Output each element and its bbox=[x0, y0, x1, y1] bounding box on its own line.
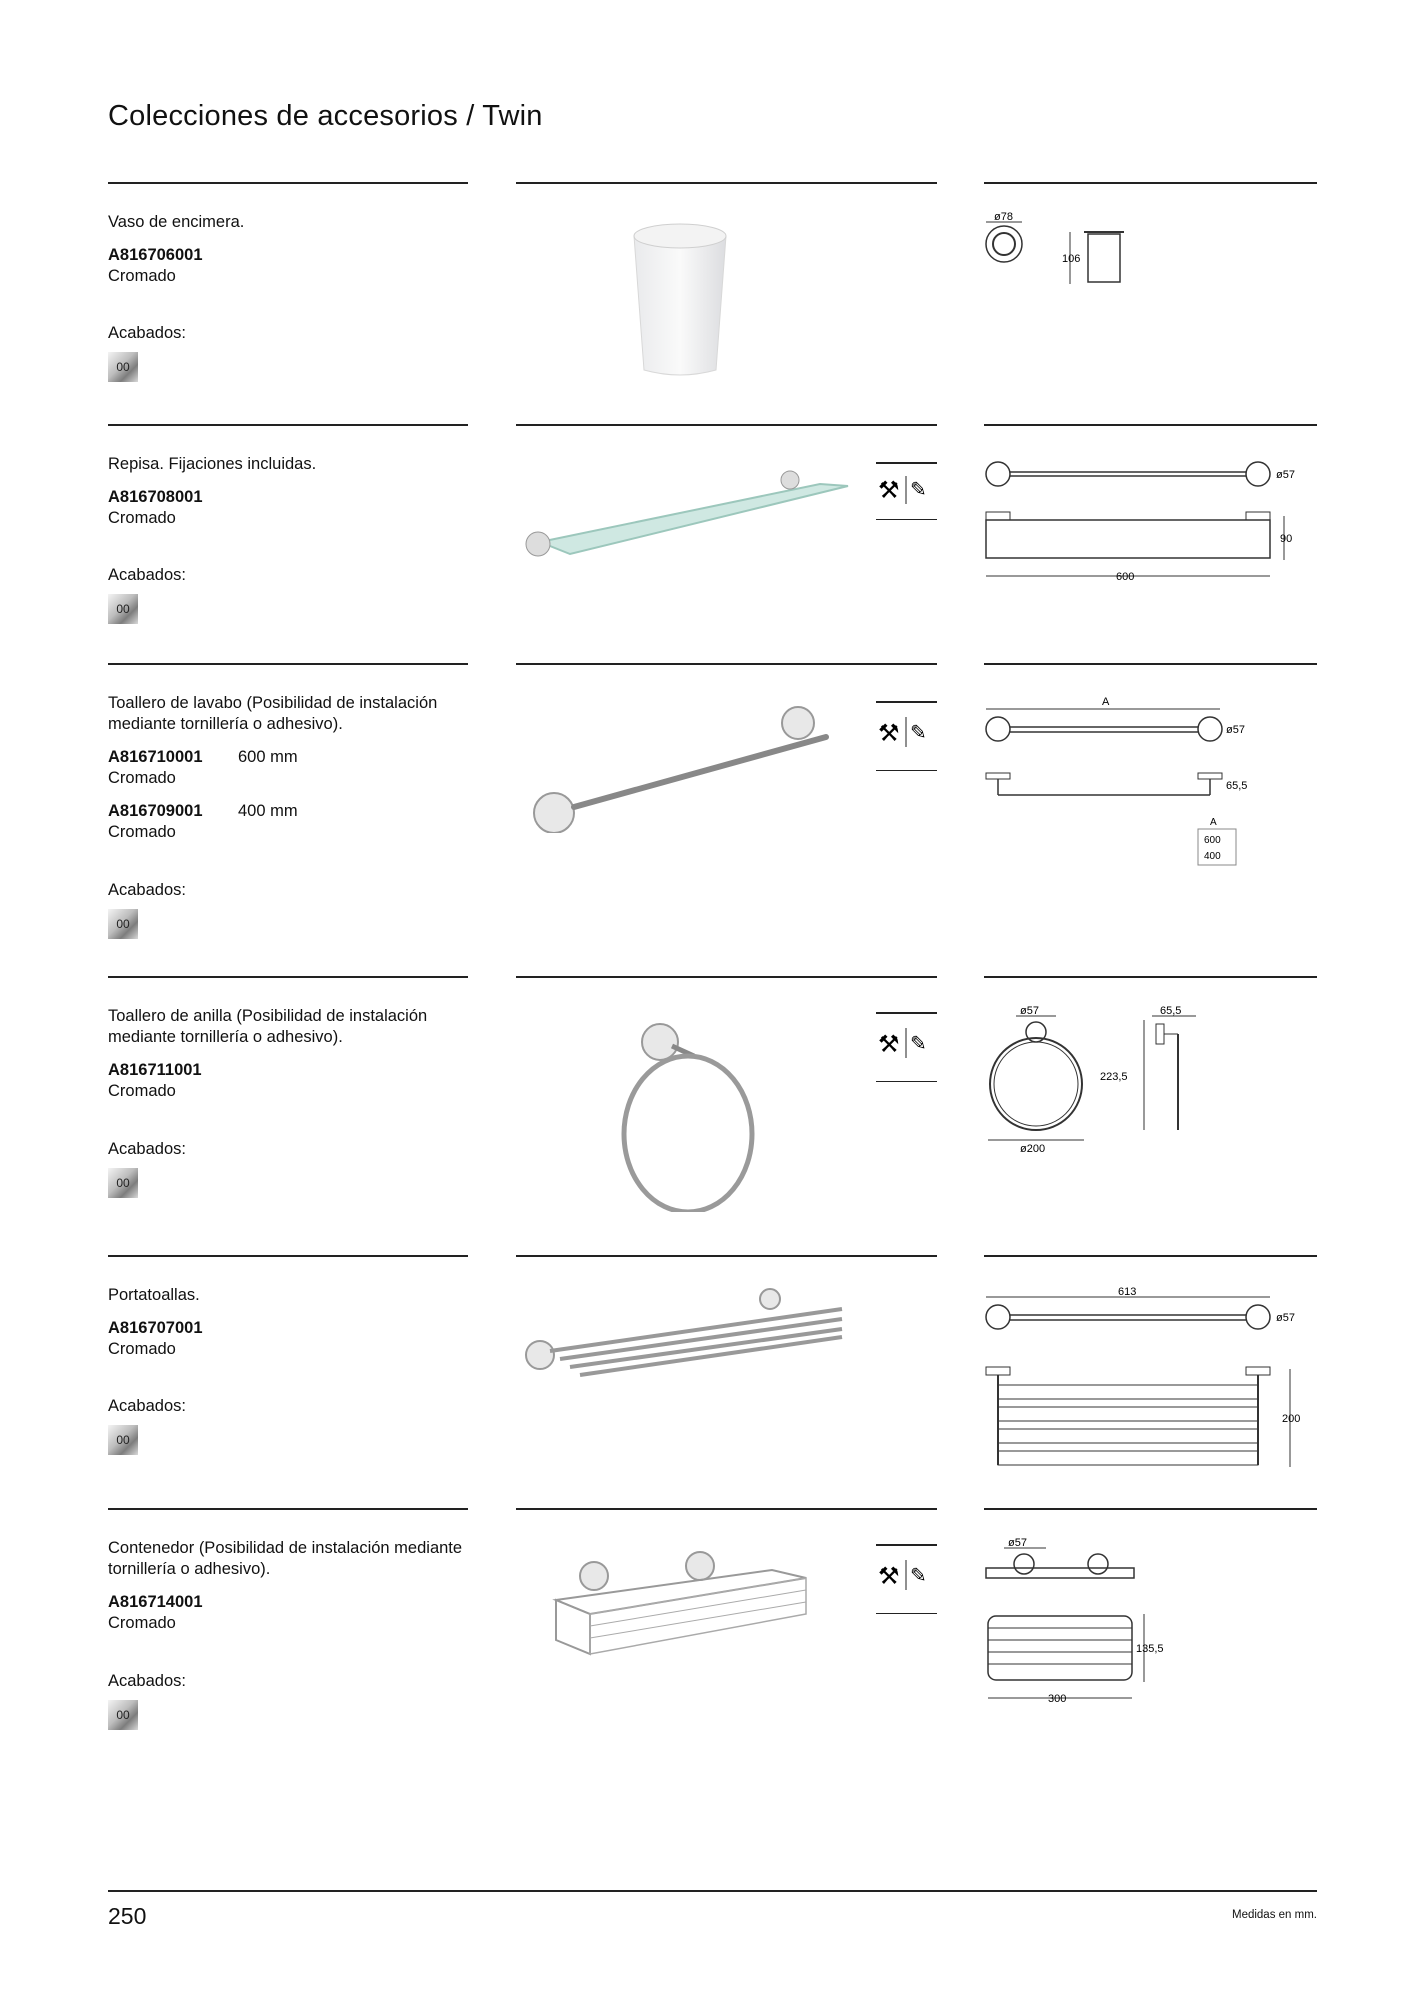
finish-swatch-chrome[interactable] bbox=[108, 1168, 138, 1198]
divider bbox=[984, 663, 1317, 665]
finish-name: Cromado bbox=[108, 769, 176, 787]
dimension-label: ø57 bbox=[1276, 469, 1295, 481]
dimension-label: 600 bbox=[1116, 571, 1135, 583]
product-description: Contenedor (Posibilidad de instalación mediante tornillería o adhesivo). bbox=[108, 1539, 463, 1578]
product-info bbox=[108, 1006, 488, 1114]
installation-icons bbox=[876, 1012, 937, 1082]
drill-icon: ⚒ bbox=[878, 719, 900, 747]
dimension-label: ø57 bbox=[1276, 1312, 1295, 1324]
product-variant bbox=[108, 747, 488, 789]
adhesive-icon: ✎ bbox=[910, 721, 927, 744]
finish-name: Cromado bbox=[108, 509, 176, 527]
finish-code: 00 bbox=[116, 602, 130, 616]
technical-drawing bbox=[984, 1285, 1314, 1485]
divider bbox=[108, 663, 468, 665]
finish-swatch-chrome[interactable] bbox=[108, 1700, 138, 1730]
product-variant bbox=[108, 487, 488, 529]
finish-code: 00 bbox=[116, 1708, 130, 1722]
product-description: Portatoallas. bbox=[108, 1286, 200, 1304]
adhesive-icon: ✎ bbox=[910, 1564, 927, 1587]
product-size: 600 mm bbox=[238, 748, 298, 766]
product-info bbox=[108, 454, 488, 541]
dimension-label: 65,5 bbox=[1226, 780, 1248, 792]
finish-code: 00 bbox=[116, 1433, 130, 1447]
product-variant bbox=[108, 1592, 488, 1634]
finishes-label: Acabados: bbox=[108, 566, 186, 584]
product-code: A816714001 bbox=[108, 1593, 203, 1611]
installation-icons bbox=[876, 701, 937, 771]
product-code: A816708001 bbox=[108, 488, 203, 506]
drill-icon: ⚒ bbox=[878, 1030, 900, 1058]
divider bbox=[108, 424, 468, 426]
dimension-label: A bbox=[1102, 696, 1110, 708]
product-variant bbox=[108, 801, 488, 843]
finish-name: Cromado bbox=[108, 1340, 176, 1358]
technical-drawing bbox=[984, 212, 1144, 302]
product-variant bbox=[108, 1318, 488, 1360]
technical-drawing bbox=[984, 1538, 1314, 1738]
dimension-label: 223,5 bbox=[1100, 1071, 1128, 1083]
adhesive-icon: ✎ bbox=[910, 478, 927, 501]
product-code: A816707001 bbox=[108, 1319, 203, 1337]
installation-icons bbox=[876, 1544, 937, 1614]
product-code: A816710001 bbox=[108, 748, 203, 766]
product-info bbox=[108, 1285, 488, 1372]
dimension-label: 135,5 bbox=[1136, 1643, 1164, 1655]
divider bbox=[984, 976, 1317, 978]
dimension-label: ø57 bbox=[1226, 724, 1245, 736]
dimension-label: 106 bbox=[1062, 253, 1081, 265]
dimension-label: 600 bbox=[1204, 835, 1221, 846]
dimension-label: 90 bbox=[1280, 533, 1293, 545]
divider bbox=[108, 976, 468, 978]
product-code: A816706001 bbox=[108, 246, 203, 264]
finish-code: 00 bbox=[116, 1176, 130, 1190]
technical-drawing bbox=[984, 693, 1314, 893]
finish-swatch-chrome[interactable] bbox=[108, 352, 138, 382]
divider bbox=[108, 1508, 468, 1510]
divider bbox=[984, 1255, 1317, 1257]
product-info bbox=[108, 212, 488, 299]
dimension-label: ø78 bbox=[994, 212, 1013, 223]
finishes-label: Acabados: bbox=[108, 324, 186, 342]
page-number: 250 bbox=[108, 1903, 147, 1929]
product-photo-towel-shelf bbox=[520, 1285, 850, 1395]
dimension-label: 300 bbox=[1048, 1693, 1067, 1705]
dimension-label: A bbox=[1210, 817, 1217, 828]
dimension-label: ø57 bbox=[1020, 1006, 1039, 1017]
finish-swatch-chrome[interactable] bbox=[108, 909, 138, 939]
dimension-label: 400 bbox=[1204, 851, 1221, 862]
finishes-label: Acabados: bbox=[108, 1140, 186, 1158]
finish-swatch-chrome[interactable] bbox=[108, 1425, 138, 1455]
finish-name: Cromado bbox=[108, 267, 176, 285]
product-size: 400 mm bbox=[238, 802, 298, 820]
divider bbox=[516, 663, 937, 665]
footer-divider bbox=[108, 1890, 1317, 1892]
finishes-label: Acabados: bbox=[108, 1397, 186, 1415]
divider bbox=[984, 1508, 1317, 1510]
page-title: Colecciones de accesorios / Twin bbox=[108, 100, 543, 132]
dimension-label: 200 bbox=[1282, 1413, 1301, 1425]
divider bbox=[516, 182, 937, 184]
dimension-label: 65,5 bbox=[1160, 1006, 1182, 1017]
finish-swatch-chrome[interactable] bbox=[108, 594, 138, 624]
product-description: Toallero de lavabo (Posibilidad de instalación mediante tornillería o adhesivo). bbox=[108, 694, 438, 733]
finish-name: Cromado bbox=[108, 1082, 176, 1100]
technical-drawing bbox=[984, 454, 1314, 614]
drill-icon: ⚒ bbox=[878, 476, 900, 504]
dimension-label: ø57 bbox=[1008, 1538, 1027, 1549]
divider bbox=[108, 1255, 468, 1257]
adhesive-icon: ✎ bbox=[910, 1032, 927, 1055]
finish-name: Cromado bbox=[108, 1614, 176, 1632]
product-variant bbox=[108, 245, 488, 287]
product-photo-towel-ring bbox=[600, 1012, 770, 1212]
product-photo-shelf bbox=[520, 464, 850, 574]
divider bbox=[516, 1255, 937, 1257]
technical-drawing bbox=[984, 1006, 1314, 1166]
installation-icons bbox=[876, 462, 937, 520]
divider bbox=[516, 1508, 937, 1510]
finish-code: 00 bbox=[116, 917, 130, 931]
finishes-label: Acabados: bbox=[108, 881, 186, 899]
divider bbox=[984, 424, 1317, 426]
finish-code: 00 bbox=[116, 360, 130, 374]
product-info bbox=[108, 1538, 488, 1646]
footer-note: Medidas en mm. bbox=[1231, 1909, 1317, 1921]
drill-icon: ⚒ bbox=[878, 1562, 900, 1590]
product-photo-glass bbox=[620, 220, 740, 380]
divider bbox=[516, 976, 937, 978]
divider bbox=[108, 182, 468, 184]
product-description: Vaso de encimera. bbox=[108, 213, 245, 231]
divider bbox=[984, 182, 1317, 184]
product-photo-basket bbox=[550, 1544, 820, 1664]
product-code: A816711001 bbox=[108, 1061, 202, 1079]
dimension-label: ø200 bbox=[1020, 1143, 1046, 1155]
product-description: Repisa. Fijaciones incluidas. bbox=[108, 455, 317, 473]
product-description: Toallero de anilla (Posibilidad de instalación mediante tornillería o adhesivo). bbox=[108, 1007, 428, 1046]
finishes-label: Acabados: bbox=[108, 1672, 186, 1690]
dimension-label: 613 bbox=[1118, 1286, 1137, 1298]
divider bbox=[516, 424, 937, 426]
product-photo-towel-bar bbox=[530, 703, 840, 833]
product-info bbox=[108, 693, 488, 855]
product-variant bbox=[108, 1060, 488, 1102]
product-code: A816709001 bbox=[108, 802, 203, 820]
finish-name: Cromado bbox=[108, 823, 176, 841]
